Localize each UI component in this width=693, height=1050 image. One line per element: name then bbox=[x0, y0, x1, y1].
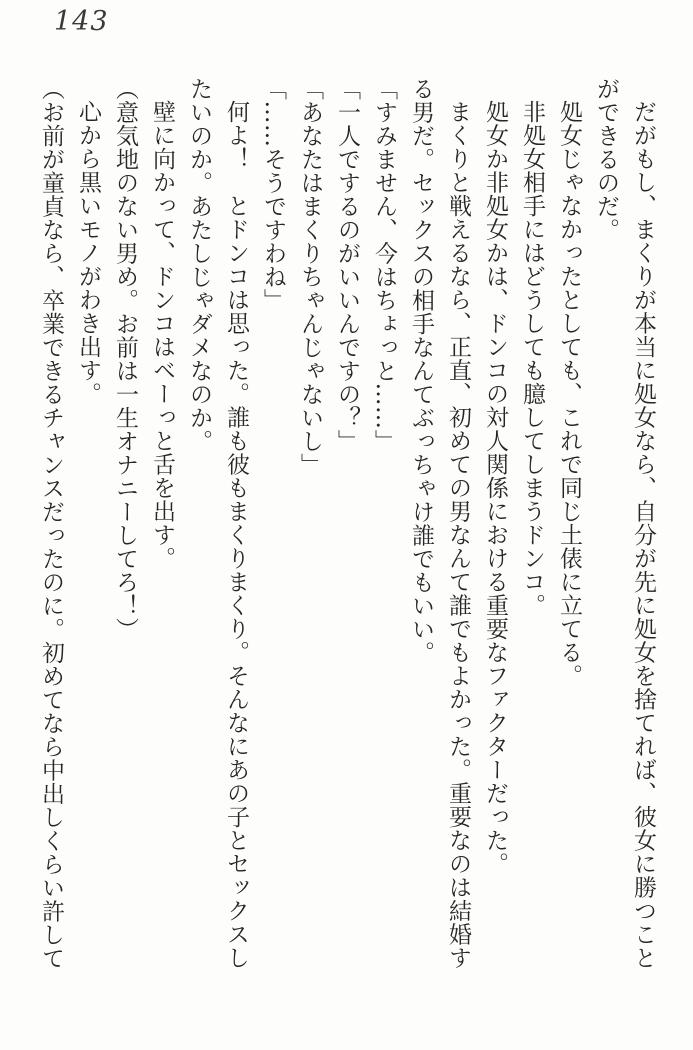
paragraph: 心から黒いモノがわき出す。 bbox=[75, 100, 101, 406]
thought-paragraph: （意気地のない男め。お前は一生オナニーしてろ！） bbox=[112, 77, 138, 641]
paragraph: 処女か非処女かは、ドンコの対人関係における重要なファクターだった。 bbox=[482, 100, 508, 876]
paragraph: 処女じゃなかったとしても、これで同じ土俵に立てる。 bbox=[556, 100, 582, 688]
dialogue-paragraph: 「あなたはまくりちゃんじゃないし」 bbox=[297, 77, 323, 477]
paragraph: まくりと戦えるなら、正直、初めての男なんて誰でもよかった。重要なのは結婚する男だ。セックスの相手なんてぶっちゃけ誰でもいい。 bbox=[408, 77, 471, 970]
page-number: 143 bbox=[54, 6, 109, 37]
paragraph: 非処女相手にはどうしても臆してしまうドンコ。 bbox=[519, 100, 545, 617]
vertical-text-block bbox=[32, 77, 661, 972]
dialogue-paragraph: 「すみません、今はちょっと……」 bbox=[371, 77, 397, 453]
dialogue-paragraph: 「……そうですわね」 bbox=[260, 77, 286, 312]
dialogue-paragraph: 「一人でするのがいいんですの？」 bbox=[334, 77, 360, 453]
paragraph: 壁に向かって、ドンコはベーっと舌を出す。 bbox=[149, 100, 175, 570]
paragraph: だがもし、まくりが本当に処女なら、自分が先に処女を捨てれば、彼女に勝つことができるのだ。 bbox=[593, 77, 656, 970]
paragraph: 何よ！ とドンコは思った。誰も彼もまくりまくり。そんなにあの子とセックスしたいのか。あたしじゃダメなのか。 bbox=[186, 77, 249, 970]
thought-paragraph: （お前が童貞なら、卒業できるチャンスだったのに。初めてなら中出しくらい許して bbox=[38, 77, 64, 970]
